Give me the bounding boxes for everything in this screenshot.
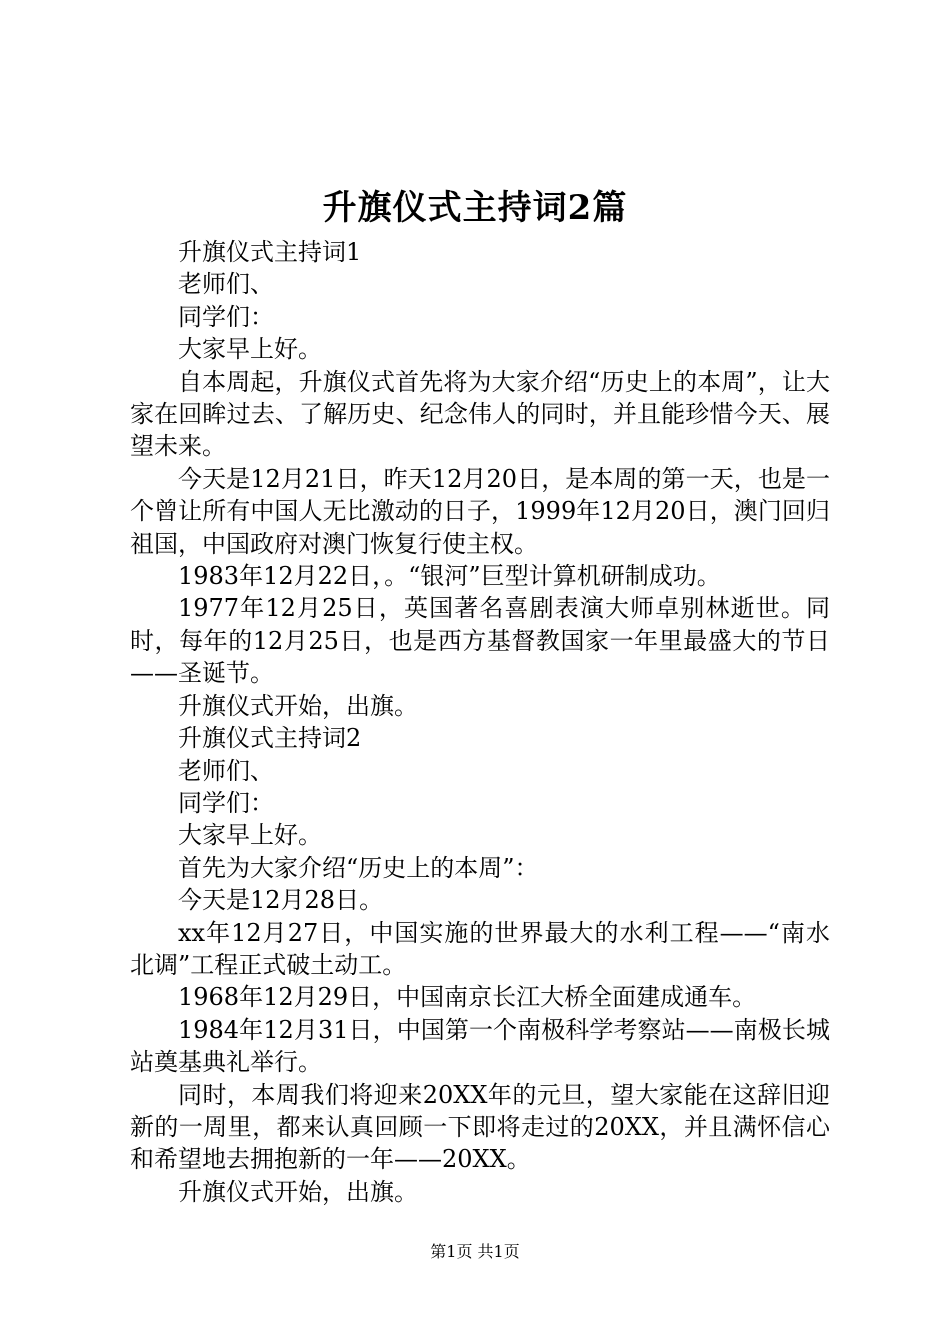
paragraph: 1983年12月22日，。“银河”巨型计算机研制成功。	[178, 562, 721, 591]
paragraph: 大家早上好。	[178, 335, 322, 364]
paragraph: 1977年12月25日，英国著名喜剧表演大师卓别林逝世。同时，每年的12月25日，也是西方基督教国家一年里最盛大的节日——圣诞节。	[130, 594, 830, 688]
paragraph: 老师们、	[178, 756, 274, 785]
paragraph: 老师们、	[178, 270, 274, 299]
paragraph: 升旗仪式开始，出旗。	[178, 1177, 418, 1206]
paragraph: 升旗仪式主持词1	[178, 238, 362, 266]
document-title: 升旗仪式主持词2篇	[322, 188, 628, 228]
paragraph: 今天是12月21日，昨天12月20日，是本周的第一天，也是一个曾让所有中国人无比激动的日子，1999年12月20日，澳门回归祖国，中国政府对澳门恢复行使主权。	[130, 464, 830, 558]
paragraph: 同学们：	[178, 302, 274, 331]
paragraph: 今天是12月28日。	[178, 886, 384, 915]
paragraph: 1984年12月31日，中国第一个南极科学考察站——南极长城站奠基典礼举行。	[130, 1015, 830, 1077]
page-footer: 第1页 共1页	[430, 1242, 520, 1261]
paragraph: xx年12月27日，中国实施的世界最大的水利工程——“南水北调”工程正式破土动工。	[130, 918, 830, 979]
paragraph: 升旗仪式开始，出旗。	[178, 691, 418, 720]
document-body	[130, 236, 830, 1208]
paragraph: 同时，本周我们将迎来20XX年的元旦，望大家能在这辞旧迎新的一周里，都来认真回顾一下即将走过的20XX，并且满怀信心和希望地去拥抱新的一年——20XX。	[130, 1080, 830, 1174]
paragraph: 首先为大家介绍“历史上的本周”：	[178, 853, 539, 882]
paragraph: 大家早上好。	[178, 821, 322, 850]
paragraph: 升旗仪式主持词2	[178, 724, 362, 753]
paragraph: 自本周起，升旗仪式首先将为大家介绍“历史上的本周”，让大家在回眸过去、了解历史、纪念伟人的同时，并且能珍惜今天、展望未来。	[130, 367, 830, 461]
paragraph: 同学们：	[178, 788, 274, 817]
paragraph: 1968年12月29日，中国南京长江大桥全面建成通车。	[178, 983, 757, 1012]
